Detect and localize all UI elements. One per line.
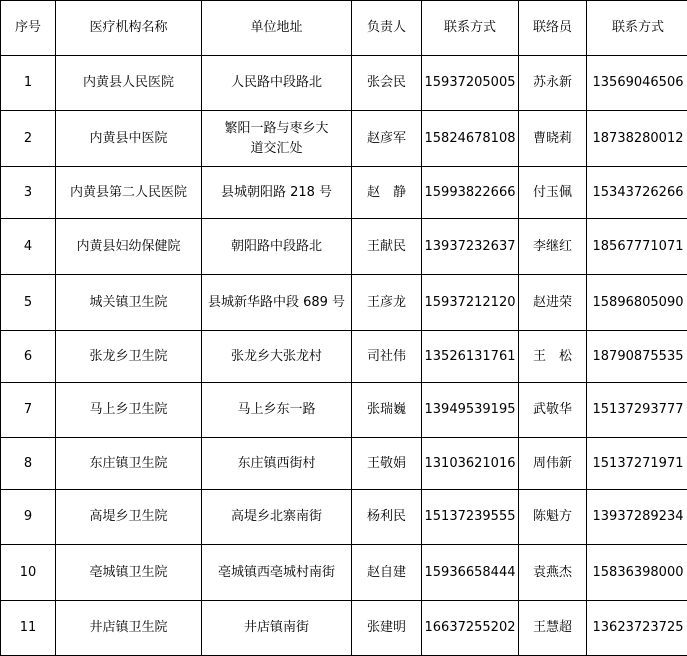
cell-head: 张会民	[352, 56, 422, 111]
cell-liaison-phone: 15896805090	[587, 275, 687, 331]
cell-head: 赵自建	[352, 545, 422, 601]
cell-index: 3	[1, 167, 56, 219]
table-row	[1, 331, 687, 383]
cell-liaison-phone: 15137293777	[587, 383, 687, 438]
cell-head-phone: 16637255202	[422, 601, 519, 656]
cell-liaison: 陈魁方	[519, 490, 587, 545]
cell-liaison: 王 松	[519, 331, 587, 383]
cell-index: 5	[1, 275, 56, 331]
cell-index: 7	[1, 383, 56, 438]
cell-head: 张建明	[352, 601, 422, 656]
cell-head: 赵 静	[352, 167, 422, 219]
table-row	[1, 601, 687, 656]
cell-address: 朝阳路中段路北	[202, 219, 352, 275]
table-row	[1, 167, 687, 219]
cell-head: 王敬娟	[352, 438, 422, 490]
cell-liaison-phone: 15836398000	[587, 545, 687, 601]
table-row	[1, 219, 687, 275]
cell-index: 6	[1, 331, 56, 383]
cell-index: 2	[1, 111, 56, 167]
cell-index: 4	[1, 219, 56, 275]
cell-head-phone: 13937232637	[422, 219, 519, 275]
cell-head-phone: 13103621016	[422, 438, 519, 490]
cell-institution: 内黄县第二人民医院	[56, 167, 202, 219]
cell-liaison: 苏永新	[519, 56, 587, 111]
cell-liaison-phone: 18738280012	[587, 111, 687, 167]
cell-address: 高堤乡北寨南街	[202, 490, 352, 545]
cell-liaison: 李继红	[519, 219, 587, 275]
header-head: 负责人	[352, 1, 422, 56]
cell-institution: 井店镇卫生院	[56, 601, 202, 656]
cell-index: 9	[1, 490, 56, 545]
cell-liaison-phone: 15137271971	[587, 438, 687, 490]
cell-head: 司社伟	[352, 331, 422, 383]
header-address: 单位地址	[202, 1, 352, 56]
cell-head-phone: 15993822666	[422, 167, 519, 219]
cell-address: 马上乡东一路	[202, 383, 352, 438]
cell-liaison-phone: 18567771071	[587, 219, 687, 275]
cell-index: 10	[1, 545, 56, 601]
cell-head: 王献民	[352, 219, 422, 275]
cell-head: 王彦龙	[352, 275, 422, 331]
cell-liaison-phone: 13937289234	[587, 490, 687, 545]
cell-head-phone: 15936658444	[422, 545, 519, 601]
cell-index: 11	[1, 601, 56, 656]
cell-head-phone: 13949539195	[422, 383, 519, 438]
table-row	[1, 545, 687, 601]
cell-address: 东庄镇西街村	[202, 438, 352, 490]
cell-head: 赵彦军	[352, 111, 422, 167]
cell-liaison: 袁燕杰	[519, 545, 587, 601]
header-head-phone: 联系方式	[422, 1, 519, 56]
cell-address: 繁阳一路与枣乡大道交汇处	[202, 111, 352, 167]
cell-head-phone: 15137239555	[422, 490, 519, 545]
cell-liaison: 赵进荣	[519, 275, 587, 331]
cell-liaison-phone: 15343726266	[587, 167, 687, 219]
cell-address: 县城朝阳路 218 号	[202, 167, 352, 219]
cell-liaison: 付玉佩	[519, 167, 587, 219]
header-institution: 医疗机构名称	[56, 1, 202, 56]
cell-institution: 内黄县人民医院	[56, 56, 202, 111]
cell-institution: 东庄镇卫生院	[56, 438, 202, 490]
table-row	[1, 438, 687, 490]
cell-head-phone: 13526131761	[422, 331, 519, 383]
cell-institution: 马上乡卫生院	[56, 383, 202, 438]
cell-liaison-phone: 13623723725	[587, 601, 687, 656]
header-row	[1, 1, 687, 56]
header-liaison-phone: 联系方式	[587, 1, 687, 56]
cell-index: 1	[1, 56, 56, 111]
cell-liaison: 周伟新	[519, 438, 587, 490]
cell-head-phone: 15937205005	[422, 56, 519, 111]
cell-institution: 高堤乡卫生院	[56, 490, 202, 545]
table-row	[1, 111, 687, 167]
table-row	[1, 490, 687, 545]
cell-institution: 城关镇卫生院	[56, 275, 202, 331]
header-index: 序号	[1, 1, 56, 56]
cell-address: 井店镇南街	[202, 601, 352, 656]
cell-institution: 内黄县妇幼保健院	[56, 219, 202, 275]
cell-address: 县城新华路中段 689 号	[202, 275, 352, 331]
table-row	[1, 275, 687, 331]
cell-liaison-phone: 13569046506	[587, 56, 687, 111]
cell-institution: 张龙乡卫生院	[56, 331, 202, 383]
cell-index: 8	[1, 438, 56, 490]
cell-address: 人民路中段路北	[202, 56, 352, 111]
cell-liaison: 曹晓莉	[519, 111, 587, 167]
cell-head: 张瑞巍	[352, 383, 422, 438]
cell-address: 张龙乡大张龙村	[202, 331, 352, 383]
cell-institution: 亳城镇卫生院	[56, 545, 202, 601]
table-row	[1, 56, 687, 111]
cell-head-phone: 15937212120	[422, 275, 519, 331]
cell-institution: 内黄县中医院	[56, 111, 202, 167]
header-liaison: 联络员	[519, 1, 587, 56]
cell-liaison: 武敬华	[519, 383, 587, 438]
cell-address: 亳城镇西亳城村南街	[202, 545, 352, 601]
cell-liaison: 王慧超	[519, 601, 587, 656]
cell-head: 杨利民	[352, 490, 422, 545]
table-row	[1, 383, 687, 438]
cell-head-phone: 15824678108	[422, 111, 519, 167]
cell-liaison-phone: 18790875535	[587, 331, 687, 383]
